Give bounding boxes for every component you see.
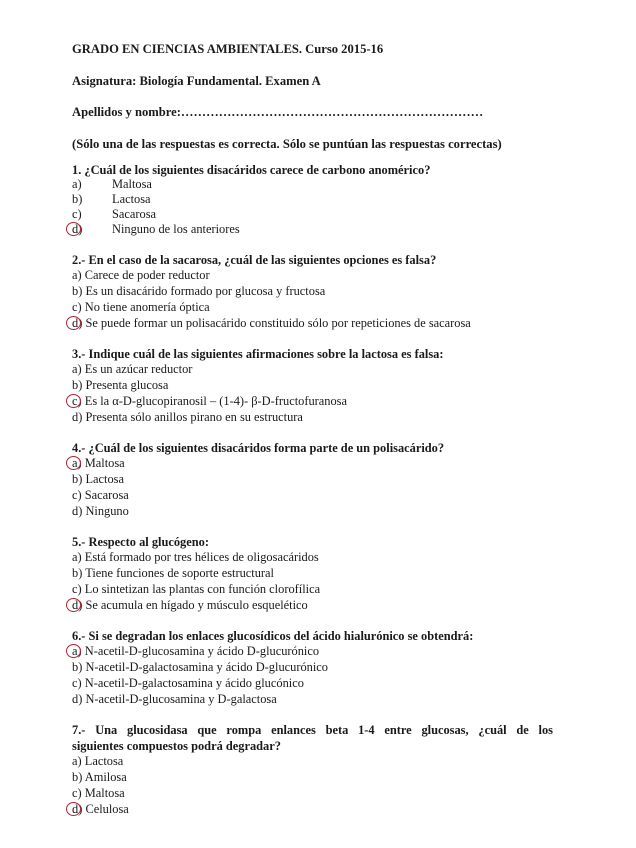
question-1-option-a[interactable] xyxy=(72,177,152,193)
option-letter: a) xyxy=(72,268,82,282)
question-2-option-c[interactable] xyxy=(72,300,210,316)
option-letter: d) xyxy=(72,222,83,236)
option-text: Lo sintetizan las plantas con función clorofílica xyxy=(84,582,321,596)
option-letter: d) xyxy=(72,316,83,330)
question-4-option-a[interactable] xyxy=(72,456,125,472)
option-letter: b) xyxy=(72,770,83,784)
name-field: Apellidos y nombre:……………………………………………………………… xyxy=(72,105,484,119)
option-letter: b) xyxy=(72,566,83,580)
question-3-option-c[interactable] xyxy=(72,394,347,410)
option-text: Lactosa xyxy=(112,192,151,206)
question-6-option-a[interactable] xyxy=(72,644,319,660)
subject-line: Asignatura: Biología Fundamental. Examen A xyxy=(72,74,321,88)
option-letter: a) xyxy=(72,754,82,768)
question-4: 4.- ¿Cuál de los siguientes disacáridos forma parte de un polisacárido? xyxy=(72,441,445,455)
question-1-option-c[interactable] xyxy=(72,207,156,223)
option-letter: b) xyxy=(72,192,83,206)
option-text: Sacarosa xyxy=(84,488,129,502)
question-1-option-d[interactable] xyxy=(72,222,240,238)
option-letter: a) xyxy=(72,362,82,376)
option-text: Está formado por tres hélices de oligosacáridos xyxy=(84,550,319,564)
question-5: 5.- Respecto al glucógeno: xyxy=(72,535,209,549)
question-3: 3.- Indique cuál de las siguientes afirmaciones sobre la lactosa es falsa: xyxy=(72,347,444,361)
question-5-option-c[interactable] xyxy=(72,582,320,598)
option-text: Celulosa xyxy=(85,802,129,816)
option-text: Tiene funciones de soporte estructural xyxy=(85,566,274,580)
option-text: Presenta glucosa xyxy=(85,378,169,392)
question-7: 7.- Una glucosidasa que rompa enlances beta 1-4 entre glucosas, ¿cuál de los xyxy=(72,723,553,737)
option-letter: c) xyxy=(72,786,82,800)
option-text: Lactosa xyxy=(84,754,124,768)
question-6: 6.- Si se degradan los enlaces glucosídicos del ácido hialurónico se obtendrá: xyxy=(72,629,474,643)
option-text: Presenta sólo anillos pirano en su estructura xyxy=(85,410,303,424)
question-7-option-d[interactable] xyxy=(72,802,129,818)
question-5-option-d[interactable] xyxy=(72,598,308,614)
instructions: (Sólo una de las respuestas es correcta. Sólo se puntúan las respuestas correctas) xyxy=(72,137,502,151)
option-text: Es un disacárido formado por glucosa y fructosa xyxy=(85,284,326,298)
question-6-option-d[interactable] xyxy=(72,692,277,708)
option-text: Maltosa xyxy=(112,177,152,191)
option-letter: a) xyxy=(72,550,82,564)
question-6-option-b[interactable] xyxy=(72,660,328,676)
option-text: Es la α-D-glucopiranosil – (1-4)- β-D-fructofuranosa xyxy=(84,394,347,408)
option-letter: d) xyxy=(72,802,83,816)
option-letter: a) xyxy=(72,644,82,658)
option-text: N-acetil-D-galactosamina y ácido D-glucurónico xyxy=(85,660,328,674)
option-letter: c) xyxy=(72,676,82,690)
option-letter: c) xyxy=(72,488,82,502)
question-2-option-a[interactable] xyxy=(72,268,210,284)
option-text: Ninguno de los anteriores xyxy=(112,222,240,236)
option-text: Se puede formar un polisacárido constituido sólo por repeticiones de sacarosa xyxy=(85,316,471,330)
option-letter: d) xyxy=(72,692,83,706)
option-text: No tiene anomería óptica xyxy=(84,300,210,314)
question-7-continuation: siguientes compuestos podrá degradar? xyxy=(72,739,281,753)
question-4-option-b[interactable] xyxy=(72,472,124,488)
option-letter: d) xyxy=(72,410,83,424)
option-text: Lactosa xyxy=(85,472,124,486)
question-2-option-d[interactable] xyxy=(72,316,471,332)
question-1: 1. ¿Cuál de los siguientes disacáridos carece de carbono anomérico? xyxy=(72,163,431,177)
option-text: Sacarosa xyxy=(112,207,157,221)
question-5-option-b[interactable] xyxy=(72,566,274,582)
option-text: Es un azúcar reductor xyxy=(84,362,193,376)
option-text: Se acumula en hígado y músculo esquelético xyxy=(85,598,308,612)
option-text: N-acetil-D-galactosamina y ácido glucónico xyxy=(84,676,304,690)
question-6-option-c[interactable] xyxy=(72,676,304,692)
option-letter: d) xyxy=(72,598,83,612)
option-text: Maltosa xyxy=(84,786,125,800)
option-letter: c) xyxy=(72,300,82,314)
option-text: Ninguno xyxy=(85,504,129,518)
question-7-option-b[interactable] xyxy=(72,770,127,786)
option-letter: d) xyxy=(72,504,83,518)
question-3-option-a[interactable] xyxy=(72,362,192,378)
question-2-option-b[interactable] xyxy=(72,284,325,300)
question-2: 2.- En el caso de la sacarosa, ¿cuál de las siguientes opciones es falsa? xyxy=(72,253,437,267)
option-text: Carece de poder reductor xyxy=(84,268,210,282)
question-3-option-d[interactable] xyxy=(72,410,303,426)
question-7-option-a[interactable] xyxy=(72,754,123,770)
option-letter: c) xyxy=(72,582,82,596)
option-letter: b) xyxy=(72,472,83,486)
option-letter: a) xyxy=(72,177,82,191)
option-letter: b) xyxy=(72,660,83,674)
question-5-option-a[interactable] xyxy=(72,550,319,566)
option-letter: c) xyxy=(72,394,82,408)
option-text: Maltosa xyxy=(84,456,125,470)
option-letter: c) xyxy=(72,207,82,221)
question-3-option-b[interactable] xyxy=(72,378,168,394)
option-letter: a) xyxy=(72,456,82,470)
exam-title: GRADO EN CIENCIAS AMBIENTALES. Curso 2015-16 xyxy=(72,42,384,56)
question-1-option-b[interactable] xyxy=(72,192,151,208)
question-7-option-c[interactable] xyxy=(72,786,125,802)
question-4-option-d[interactable] xyxy=(72,504,129,520)
option-text: Amilosa xyxy=(84,770,127,784)
question-4-option-c[interactable] xyxy=(72,488,129,504)
option-letter: b) xyxy=(72,378,83,392)
option-letter: b) xyxy=(72,284,83,298)
option-text: N-acetil-D-glucosamina y ácido D-glucurónico xyxy=(84,644,320,658)
option-text: N-acetil-D-glucosamina y D-galactosa xyxy=(85,692,277,706)
